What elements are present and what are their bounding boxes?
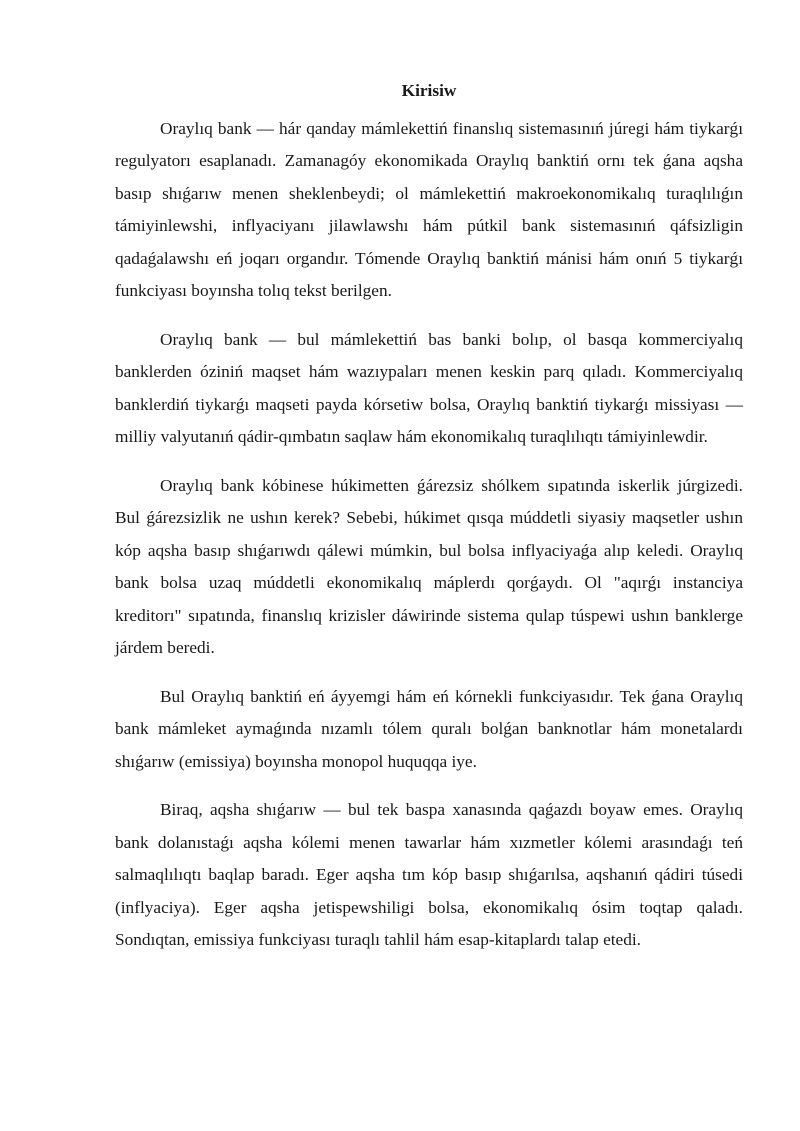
paragraph-independence: Oraylıq bank kóbinese húkimetten ǵárezsiz shólkem sıpatında iskerlik júrgizedi. Bul ǵárezsizlik ne ushın kerek? Sebebi, húkimet qısqa múddetli siyasiy maqsetler ushın kóp aqsha basıp shıǵarıwdı qálewi múmkin, bul bolsa inflyaciyaǵa alıp keledi. Oraylıq bank bolsa uzaq múddetli ekonomikalıq máplerdı qorǵaydı. Ol "aqırǵı instanciya kreditorı" sıpatında, finanslıq krizisler dáwirinde sistema qulap túspewi ushın banklerge járdem beredi. <box>115 475 743 657</box>
document-title: Kirisiw <box>401 81 457 100</box>
paragraph-intro: Oraylıq bank — hár qanday mámlekettiń finanslıq sistemasınıń júregi hám tiykarǵı regulyatorı esaplanadı. Zamanagóy ekonomikada Oraylıq banktiń ornı tek ǵana aqsha basıp shıǵarıw menen sheklenbeydi; ol mámlekettiń makroekonomikalıq turaqlılıǵın támiyinlewshi, inflyaciyanı jilawlawshı hám pútkil bank sistemasınıń qáfsizligin qadaǵalawshı eń joqarı organdır. Tómende Oraylıq banktiń mánisi hám onıń 5 tiykarǵı funkciyası boyınsha tolıq tekst berilgen. <box>115 118 743 300</box>
paragraph-definition: Oraylıq bank — bul mámlekettiń bas banki bolıp, ol basqa kommerciyalıq banklerden óziniń maqset hám wazıypaları menen keskin parq qıladı. Kommerciyalıq banklerdiń tiykarǵı maqseti payda kórsetiw bolsa, Oraylıq banktiń tiykarǵı missiyası — milliy valyutanıń qádir-qımbatın saqlaw hám ekonomikalıq turaqlılıqtı támiyinlewdir. <box>115 329 743 446</box>
paragraph-emission-balance: Biraq, aqsha shıǵarıw — bul tek baspa xanasında qaǵazdı boyaw emes. Oraylıq bank dolanıstaǵı aqsha kólemi menen tawarlar hám xızmetler kólemi arasındaǵı teń salmaqlılıqtı baqlap baradı. Eger aqsha tım kóp basıp shıǵarılsa, aqshanıń qádiri túsedi (inflyaciya). Eger aqsha jetispewshiligi bolsa, ekonomikalıq ósim toqtap qaladı. Sondıqtan, emissiya funkciyası turaqlı tahlil hám esap-kitaplardı talap etedi. <box>115 800 743 949</box>
paragraph-emission-monopoly: Bul Oraylıq banktiń eń áyyemgi hám eń kórnekli funkciyasıdır. Tek ǵana Oraylıq bank mámleket aymaǵında nızamlı tólem quralı bolǵan banknotlar hám monetalardı shıǵarıw (emissiya) boyınsha monopol huquqqa iye. <box>115 686 743 771</box>
document-body <box>115 75 743 973</box>
